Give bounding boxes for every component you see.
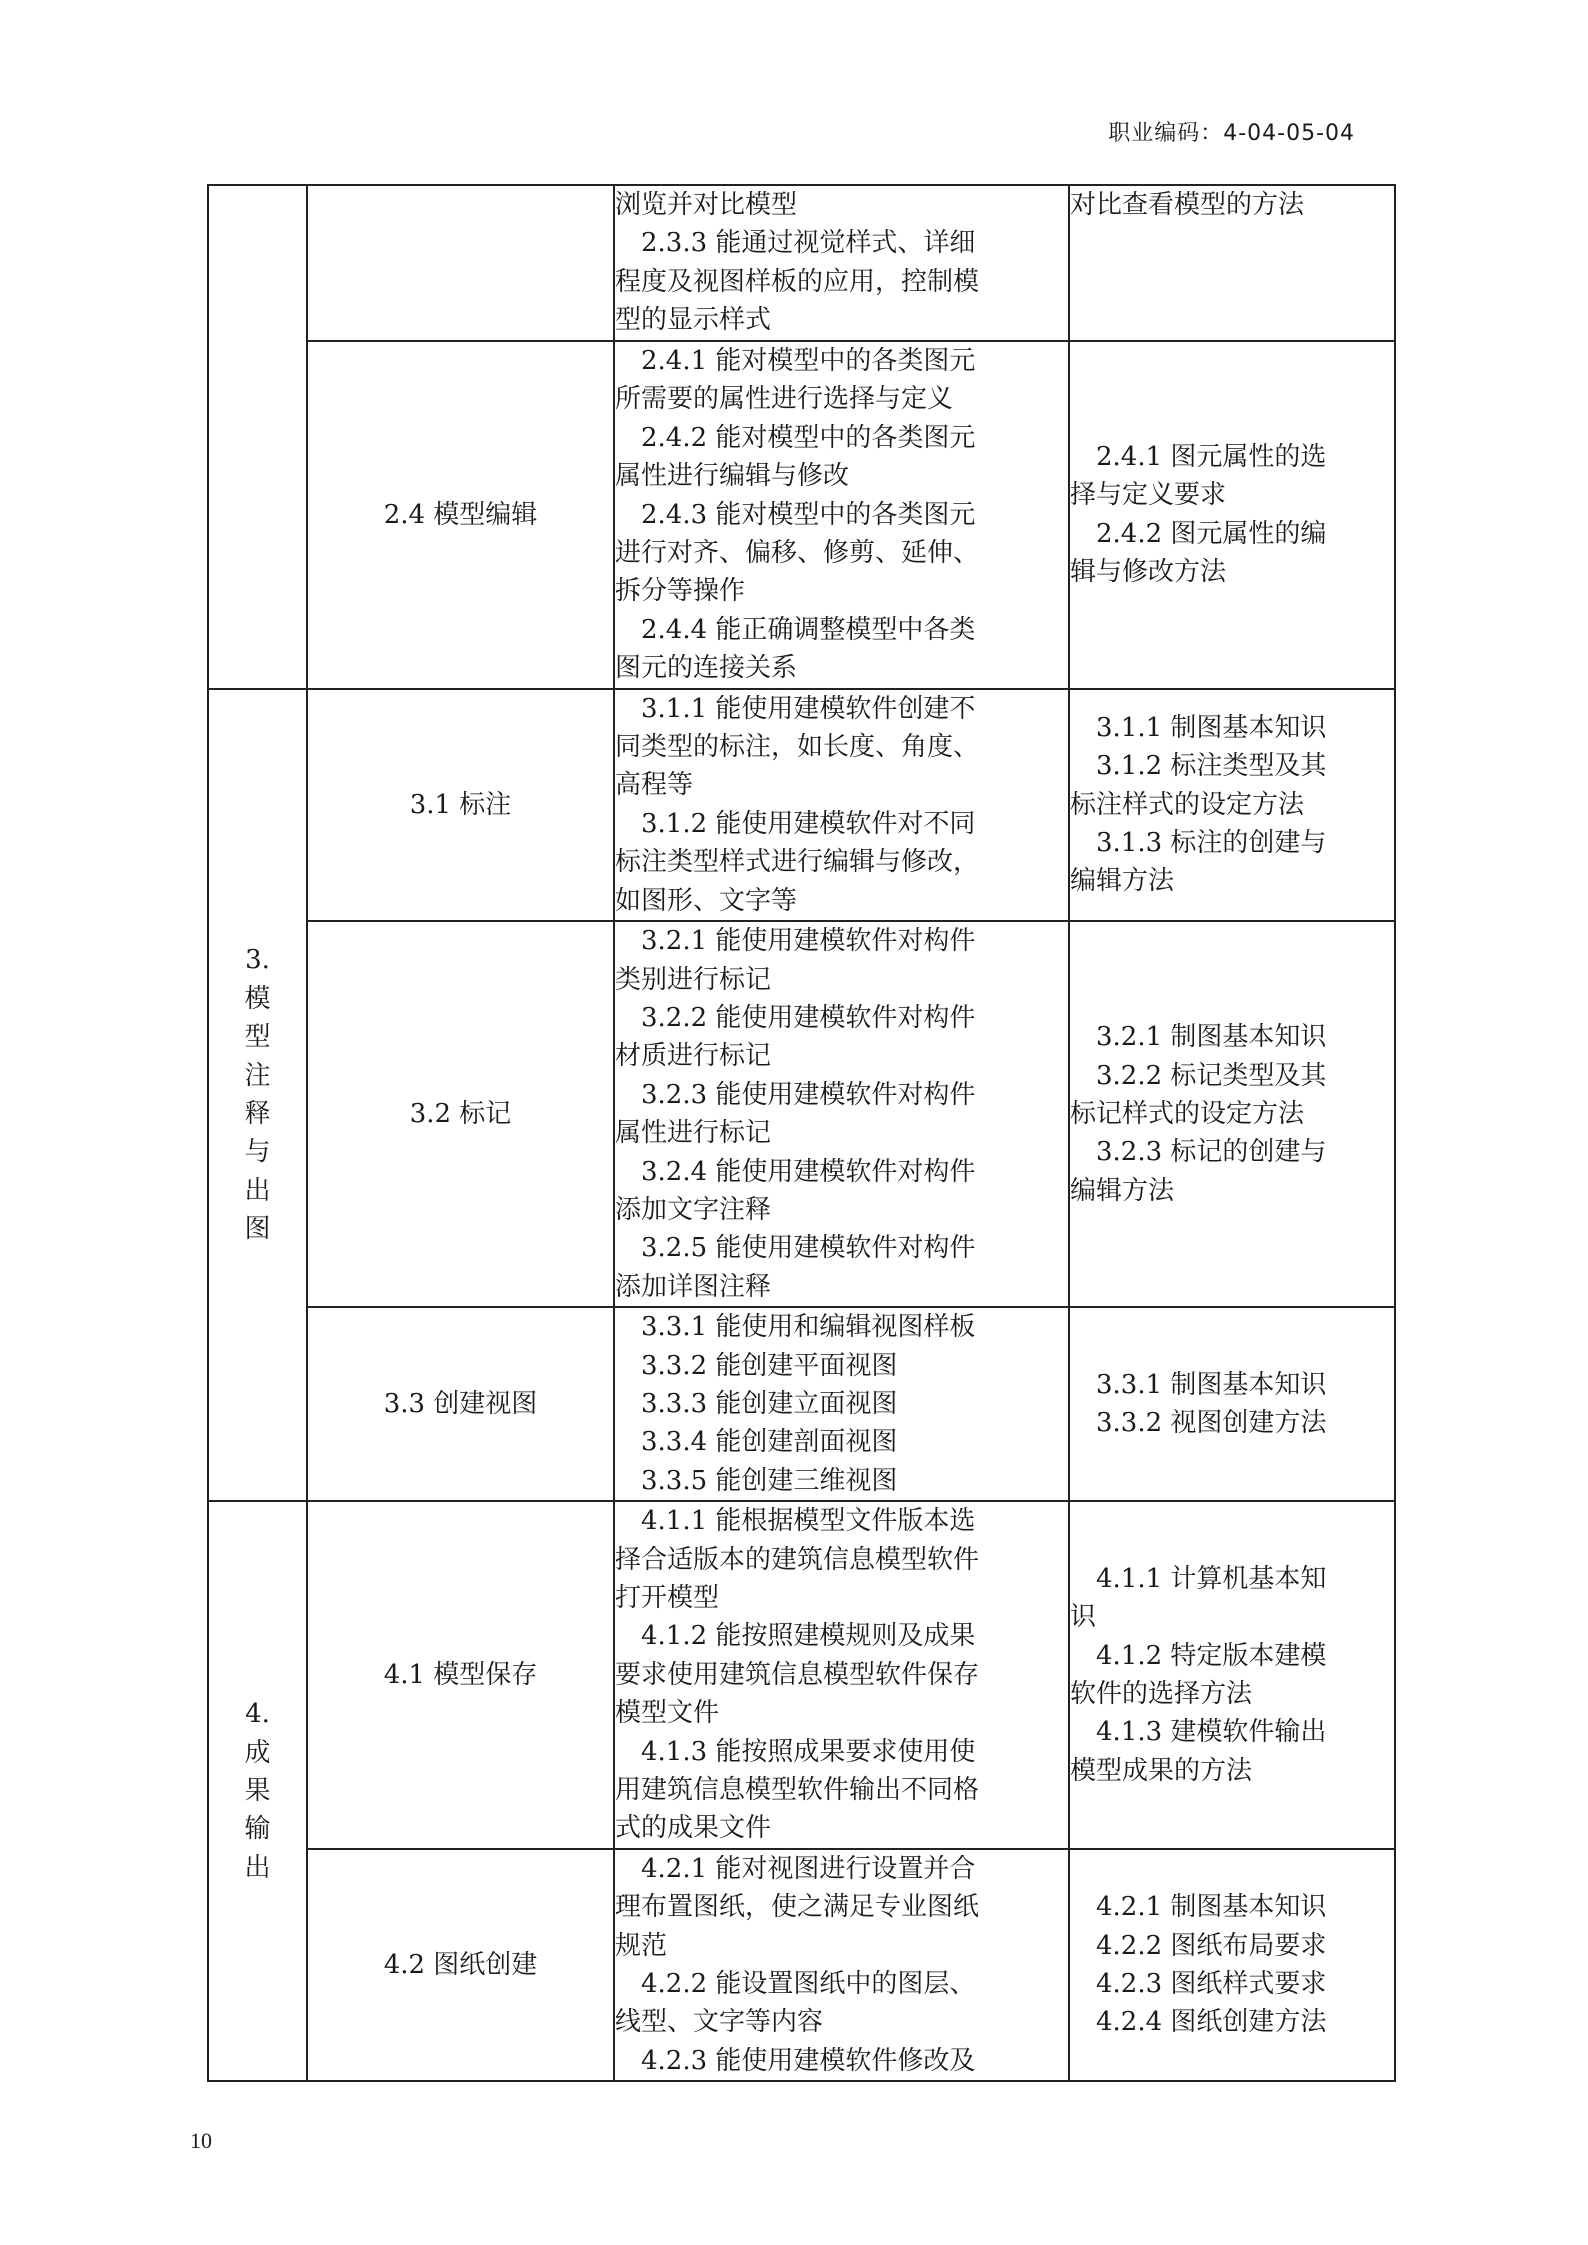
skill-requirements-cell <box>614 1849 1069 2081</box>
text-line: 4.1.2 能按照建模规则及成果 <box>615 1621 976 1652</box>
work-unit-label: 3.3 创建视图 <box>383 1388 538 1419</box>
text-line: 3.2.5 能使用建模软件对构件 <box>615 1233 976 1264</box>
text-line: 图元的连接关系 <box>615 653 798 684</box>
text-line: 高程等 <box>615 770 694 801</box>
skill-lines <box>615 922 1068 1306</box>
text-line: 要求使用建筑信息模型软件保存 <box>615 1659 980 1690</box>
table-row <box>208 1849 1395 2081</box>
text-line: 4.2.1 能对视图进行设置并合 <box>615 1853 976 1884</box>
skill-requirements-cell <box>614 921 1069 1307</box>
text-line: 标记样式的设定方法 <box>1070 1098 1305 1129</box>
text-line: 2.4.1 图元属性的选 <box>1070 442 1327 473</box>
skill-requirements-cell <box>614 1501 1069 1849</box>
text-line: 材质进行标记 <box>615 1041 772 1072</box>
skill-requirements-cell <box>614 1307 1069 1501</box>
work-unit-cell <box>307 341 614 689</box>
text-line: 择与定义要求 <box>1070 480 1227 511</box>
text-line: 标注样式的设定方法 <box>1070 789 1305 820</box>
job-function-vertical-text <box>209 1695 306 1887</box>
text-line: 型的显示样式 <box>615 305 772 336</box>
text-line: 3.1.2 能使用建模软件对不同 <box>615 808 976 839</box>
text-line: 4.2.2 图纸布局要求 <box>1070 1930 1327 1961</box>
text-line: 4.2.3 能使用建模软件修改及 <box>615 2045 976 2076</box>
knowledge-cell <box>1069 341 1395 689</box>
text-line: 如图形、文字等 <box>615 885 798 916</box>
text-line: 3.3.2 能创建平面视图 <box>615 1350 898 1381</box>
work-unit-label: 2.4 模型编辑 <box>383 499 538 530</box>
text-line: 图 <box>244 1214 271 1245</box>
text-line: 进行对齐、偏移、修剪、延伸、 <box>615 538 980 569</box>
job-function-number: 3. <box>245 945 270 976</box>
text-line: 2.4.4 能正确调整模型中各类 <box>615 614 976 645</box>
skill-requirements-cell <box>614 689 1069 921</box>
job-function-cell <box>208 689 307 1502</box>
text-line: 识 <box>1070 1602 1097 1633</box>
text-line: 3.2.4 能使用建模软件对构件 <box>615 1156 976 1187</box>
work-unit-label: 4.2 图纸创建 <box>383 1949 538 1980</box>
work-unit-cell <box>307 185 614 341</box>
text-line: 3.2.1 能使用建模软件对构件 <box>615 926 976 957</box>
text-line: 成 <box>244 1737 271 1768</box>
knowledge-lines <box>1070 1560 1394 1790</box>
text-line: 3.1.2 标注类型及其 <box>1070 751 1327 782</box>
text-line: 4.2.4 图纸创建方法 <box>1070 2007 1327 2038</box>
knowledge-cell <box>1069 921 1395 1307</box>
skill-lines <box>615 342 1068 688</box>
work-unit-label: 4.1 模型保存 <box>383 1659 538 1690</box>
knowledge-lines <box>1070 709 1394 901</box>
table-row <box>208 1501 1395 1849</box>
knowledge-lines <box>1070 438 1394 592</box>
text-line: 型 <box>244 1022 271 1053</box>
table-row <box>208 1307 1395 1501</box>
skill-lines <box>615 1850 1068 2080</box>
text-line: 3.2.2 能使用建模软件对构件 <box>615 1002 976 1033</box>
text-line: 用建筑信息模型软件输出不同格 <box>615 1775 980 1806</box>
table-row <box>208 689 1395 921</box>
skill-requirements-cell <box>614 185 1069 341</box>
text-line: 3.2.3 标记的创建与 <box>1070 1137 1327 1168</box>
text-line: 式的成果文件 <box>615 1813 772 1844</box>
text-line: 4.1.3 能按照成果要求使用使 <box>615 1736 976 1767</box>
work-unit-label: 3.2 标记 <box>409 1098 512 1129</box>
text-line: 属性进行标记 <box>615 1118 772 1149</box>
text-line: 编辑方法 <box>1070 866 1175 897</box>
text-line: 模 <box>244 983 271 1014</box>
knowledge-cell <box>1069 1501 1395 1849</box>
work-unit-label: 3.1 标注 <box>409 789 512 820</box>
knowledge-lines <box>1070 1366 1394 1443</box>
text-line: 4.1.3 建模软件输出 <box>1070 1717 1327 1748</box>
text-line: 2.4.2 图元属性的编 <box>1070 518 1327 549</box>
table-row <box>208 921 1395 1307</box>
knowledge-lines <box>1070 1018 1394 1210</box>
knowledge-cell <box>1069 689 1395 921</box>
table-row <box>208 341 1395 689</box>
page-number: 10 <box>190 2128 212 2153</box>
text-line: 对比查看模型的方法 <box>1070 190 1305 220</box>
work-unit-cell <box>307 689 614 921</box>
text-line: 浏览并对比模型 <box>615 190 798 220</box>
text-line: 3.1.1 制图基本知识 <box>1070 712 1327 743</box>
text-line: 拆分等操作 <box>615 576 746 607</box>
skill-lines <box>615 690 1068 920</box>
text-line: 2.4.3 能对模型中的各类图元 <box>615 499 976 530</box>
knowledge-lines <box>1070 1888 1394 2042</box>
skill-requirements-cell <box>614 341 1069 689</box>
work-unit-cell <box>307 1501 614 1849</box>
text-line: 4.1.2 特定版本建模 <box>1070 1640 1327 1671</box>
text-line: 出 <box>244 1175 271 1206</box>
text-line: 2.4.2 能对模型中的各类图元 <box>615 422 976 453</box>
job-function-cell-empty <box>208 185 307 689</box>
text-line: 释 <box>244 1098 271 1129</box>
occupation-code: 职业编码：4-04-05-04 <box>1108 121 1355 146</box>
job-function-title <box>244 1734 270 1888</box>
text-line: 编辑方法 <box>1070 1175 1175 1206</box>
text-line: 3.3.4 能创建剖面视图 <box>615 1427 898 1458</box>
text-line: 规范 <box>615 1930 668 1961</box>
text-line: 3.1.3 标注的创建与 <box>1070 828 1327 859</box>
text-line: 注 <box>244 1060 271 1091</box>
knowledge-cell <box>1069 1849 1395 2081</box>
job-function-vertical-text <box>209 941 306 1248</box>
text-line: 4.2.1 制图基本知识 <box>1070 1892 1327 1923</box>
skill-lines <box>615 1308 1068 1500</box>
text-line: 3.2.2 标记类型及其 <box>1070 1060 1327 1091</box>
text-line: 添加详图注释 <box>615 1271 772 1302</box>
text-line: 理布置图纸，使之满足专业图纸 <box>615 1892 980 1923</box>
knowledge-cell <box>1069 1307 1395 1501</box>
job-function-title <box>244 980 270 1249</box>
text-line: 同类型的标注，如长度、角度、 <box>615 732 980 763</box>
text-line: 打开模型 <box>615 1583 720 1613</box>
text-line: 属性进行编辑与修改 <box>615 461 850 492</box>
work-unit-cell <box>307 921 614 1307</box>
text-line: 2.4.1 能对模型中的各类图元 <box>615 346 976 376</box>
skill-lines <box>615 186 1068 340</box>
job-function-cell <box>208 1501 307 2081</box>
work-unit-cell <box>307 1849 614 2081</box>
text-line: 4.1.1 计算机基本知 <box>1070 1563 1327 1594</box>
text-line: 所需要的属性进行选择与定义 <box>615 384 954 415</box>
standards-table <box>207 184 1396 2082</box>
text-line: 2.3.3 能通过视觉样式、详细 <box>615 228 976 259</box>
text-line: 与 <box>244 1137 271 1168</box>
text-line: 类别进行标记 <box>615 964 772 995</box>
text-line: 输 <box>244 1814 271 1845</box>
text-line: 程度及视图样板的应用，控制模 <box>615 266 980 297</box>
text-line: 4.2.2 能设置图纸中的图层、 <box>615 1969 976 2000</box>
text-line: 标注类型样式进行编辑与修改， <box>615 847 980 878</box>
text-line: 3.2.3 能使用建模软件对构件 <box>615 1079 976 1110</box>
text-line: 4.2.3 图纸样式要求 <box>1070 1969 1327 2000</box>
text-line: 3.2.1 制图基本知识 <box>1070 1022 1327 1053</box>
text-line: 果 <box>244 1776 271 1807</box>
text-line: 添加文字注释 <box>615 1194 772 1225</box>
work-unit-cell <box>307 1307 614 1501</box>
knowledge-lines <box>1070 186 1394 224</box>
text-line: 3.3.2 视图创建方法 <box>1070 1408 1327 1439</box>
text-line: 出 <box>244 1852 271 1883</box>
text-line: 3.3.1 能使用和编辑视图样板 <box>615 1312 976 1343</box>
text-line: 软件的选择方法 <box>1070 1679 1253 1710</box>
text-line: 辑与修改方法 <box>1070 557 1227 588</box>
text-line: 择合适版本的建筑信息模型软件 <box>615 1544 980 1575</box>
text-line: 线型、文字等内容 <box>615 2007 824 2038</box>
text-line: 模型文件 <box>615 1698 720 1729</box>
text-line: 3.3.1 制图基本知识 <box>1070 1369 1327 1400</box>
skill-lines <box>615 1502 1068 1848</box>
text-line: 3.3.3 能创建立面视图 <box>615 1388 898 1419</box>
knowledge-cell <box>1069 185 1395 341</box>
text-line: 3.1.1 能使用建模软件创建不 <box>615 693 976 724</box>
table-row <box>208 185 1395 341</box>
text-line: 4.1.1 能根据模型文件版本选 <box>615 1506 976 1537</box>
text-line: 模型成果的方法 <box>1070 1755 1253 1786</box>
job-function-number: 4. <box>245 1699 270 1730</box>
text-line: 3.3.5 能创建三维视图 <box>615 1465 898 1496</box>
